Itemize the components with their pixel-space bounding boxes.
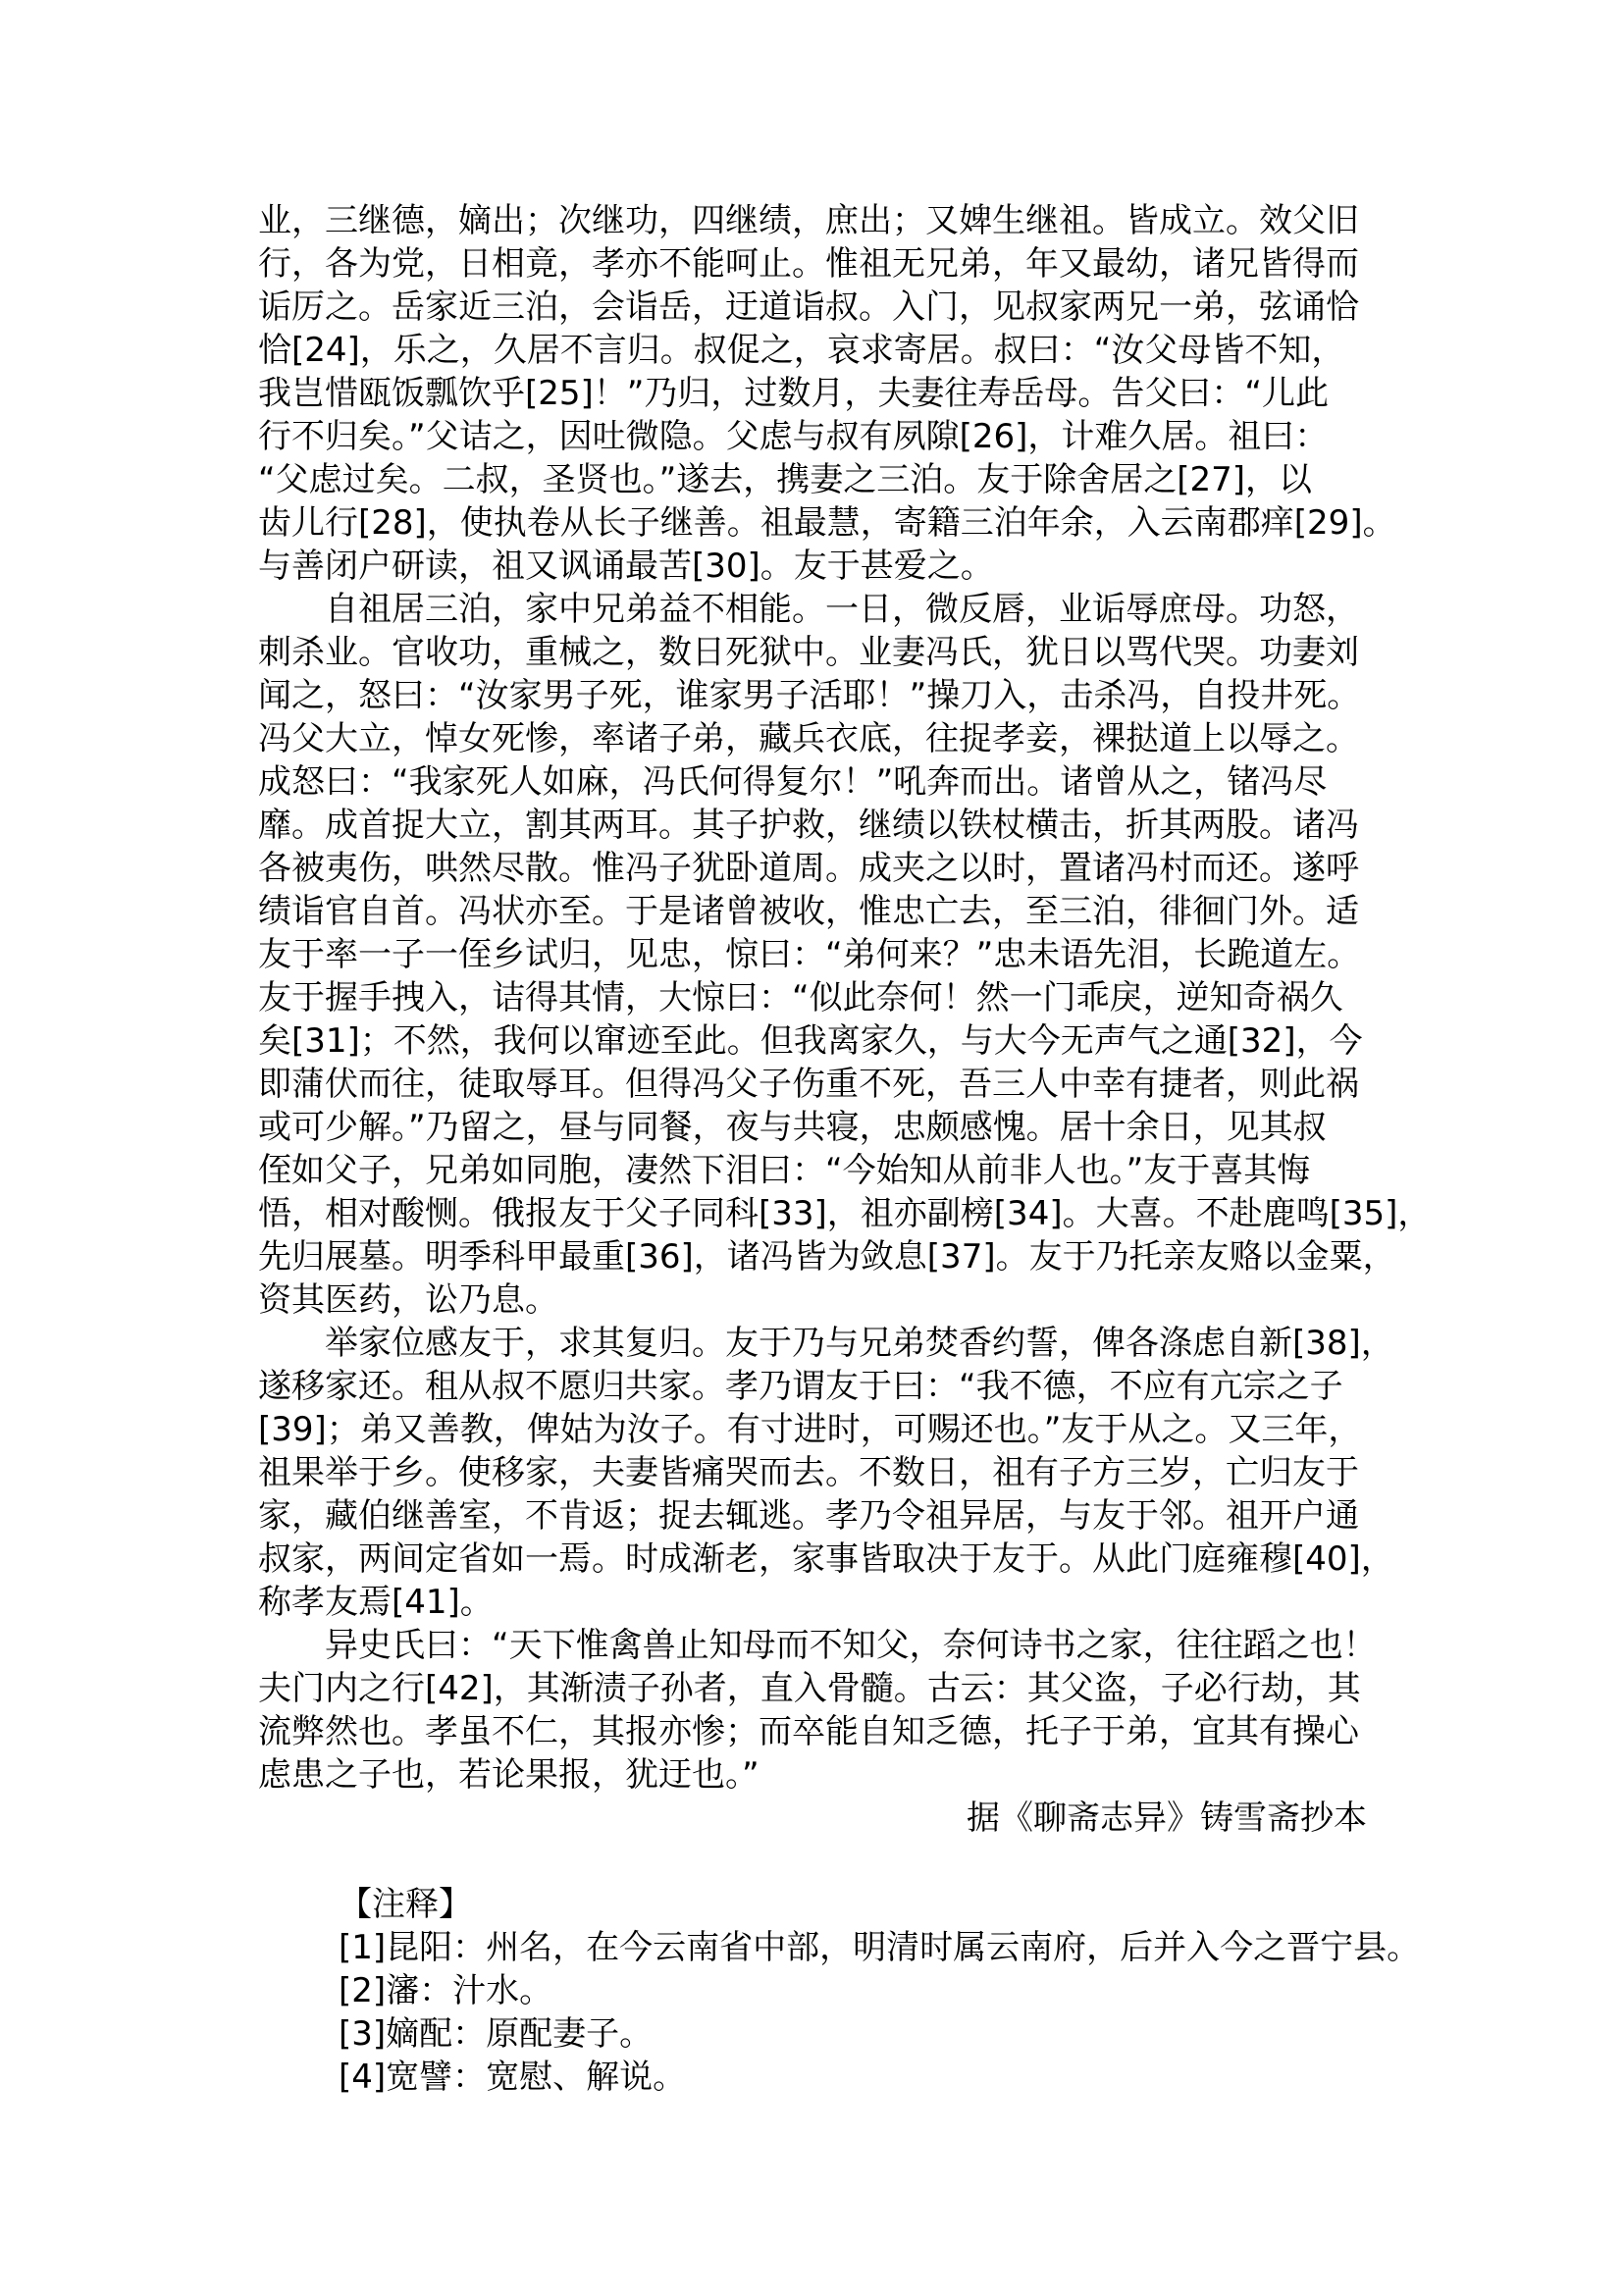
text-line: 悟，相对酸恻。俄报友于父子同科[33]，祖亦副榜[34]。大喜。不赴鹿鸣[35]， xyxy=(258,1194,1432,1233)
text-line: 侄如父子，兄弟如同胞，凄然下泪曰：“今始知从前非人也。”友于喜其悔 xyxy=(258,1151,1311,1190)
note-line: [4]宽譬：宽慰、解说。 xyxy=(339,2058,687,2097)
text-line: 恰[24]，乐之，久居不言归。叔促之，哀求寄居。叔曰：“汝父母皆不知， xyxy=(258,331,1345,370)
text-line: 友于率一子一侄乡试归，见忠，惊曰：“弟何来？”忠未语先泪，长跪道左。 xyxy=(258,935,1361,974)
text-line: 诟厉之。岳家近三泊，会诣岳，迂道诣叔。入门，见叔家两兄一弟，弦诵恰 xyxy=(258,287,1359,327)
text-line: 自祖居三泊，家中兄弟益不相能。一日，微反唇，业诟辱庶母。功怒， xyxy=(258,590,1359,629)
text-line: 与善闭户研读，祖又讽诵最苦[30]。友于甚爱之。 xyxy=(258,547,994,586)
text-line: 矣[31]；不然，我何以窜迹至此。但我离家久，与大今无声气之通[32]，今 xyxy=(258,1021,1363,1061)
text-line: 成怒曰：“我家死人如麻，冯氏何得复尔！”吼奔而出。诸曾从之，锗冯尽 xyxy=(258,762,1328,802)
text-line: 家，藏伯继善室，不肯返；捉去辄逃。孝乃令祖异居，与友于邻。祖开户通 xyxy=(258,1496,1359,1536)
notes-header: 【注释】 xyxy=(339,1885,472,1924)
text-line: 叔家，两间定省如一焉。时成渐老，家事皆取决于友于。从此门庭雍穆[40]， xyxy=(258,1539,1394,1579)
text-line: [39]；弟又善教，俾姑为汝子。有寸进时，可赐还也。”友于从之。又三年， xyxy=(258,1410,1362,1449)
story-paragraphs xyxy=(258,199,1432,1797)
text-line: 靡。成首捉大立，割其两耳。其子护救，继绩以铁杖横击，折其两股。诸冯 xyxy=(258,806,1359,845)
note-line: [3]嫡配：原配妻子。 xyxy=(339,2014,654,2054)
text-line: 冯父大立，悼女死惨，率诸子弟，藏兵衣底，往捉孝妾，裸挞道上以辱之。 xyxy=(258,719,1359,758)
text-line: 或可少解。”乃留之，昼与同餐，夜与共寝，忠颇感愧。居十余日，见其叔 xyxy=(258,1108,1327,1147)
text-line: 行不归矣。”父诘之，因吐微隐。父虑与叔有夙隙[26]，计难久居。祖曰： xyxy=(258,417,1329,456)
text-line: 遂移家还。租从叔不愿归共家。孝乃谓友于曰：“我不德，不应有亢宗之子 xyxy=(258,1367,1343,1406)
text-line: 行，各为党，日相竟，孝亦不能呵止。惟祖无兄弟，年又最幼，诸兄皆得而 xyxy=(258,244,1359,284)
text-line: 闻之，怒曰：“汝家男子死，谁家男子活耶！”操刀入，击杀冯，自投井死。 xyxy=(258,676,1361,715)
text-line: 刺杀业。官收功，重械之，数日死狱中。业妻冯氏，犹日以骂代哭。功妻刘 xyxy=(258,633,1359,672)
text-line: 业，三继德，嫡出；次继功，四继绩，庶出；又婢生继祖。皆成立。效父旧 xyxy=(258,201,1359,240)
paragraph xyxy=(258,1624,1377,1797)
text-line: 祖果举于乡。使移家，夫妻皆痛哭而去。不数日，祖有子方三岁，亡归友于 xyxy=(258,1453,1359,1492)
text-line: “父虑过矣。二叔，圣贤也。”遂去，携妻之三泊。友于除舍居之[27]，以 xyxy=(258,460,1313,499)
story-text-block xyxy=(258,199,1432,2099)
paragraph xyxy=(258,199,1396,588)
text-line: 各被夷伤，哄然尽散。惟冯子犹卧道周。成夹之以时，置诸冯村而还。遂呼 xyxy=(258,849,1359,888)
source-attribution: 据《聊斋志异》铸雪斋抄本 xyxy=(967,1799,1367,1838)
text-line: 友于握手拽入，诘得其情，大惊曰：“似此奈何！然一门乖戾，逆知奇祸久 xyxy=(258,978,1343,1017)
text-line: 先归展墓。明季科甲最重[36]，诸冯皆为敛息[37]。友于乃托亲友赂以金粟， xyxy=(258,1237,1396,1277)
note-line: [2]瀋：汁水。 xyxy=(339,1971,553,2010)
text-line: 举家位感友于，求其复归。友于乃与兄弟焚香约誓，俾各涤虑自新[38]， xyxy=(258,1324,1394,1363)
text-line: 即蒲伏而往，徒取辱耳。但得冯父子伤重不死，吾三人中幸有捷者，则此祸 xyxy=(258,1065,1359,1104)
text-line: 绩诣官自首。冯状亦至。于是诸曾被收，惟忠亡去，至三泊，徘徊门外。适 xyxy=(258,892,1359,931)
paragraph xyxy=(258,1322,1394,1624)
text-line: 流弊然也。孝虽不仁，其报亦惨；而卒能自知乏德，托子于弟，宜其有操心 xyxy=(258,1712,1359,1751)
paragraph xyxy=(258,588,1432,1322)
text-line: 我岂惜瓯饭瓢饮乎[25]！”乃归，过数月，夫妻往寿岳母。告父曰：“儿此 xyxy=(258,374,1330,413)
notes-items xyxy=(258,1926,1421,2099)
notes-section xyxy=(258,1883,1421,2099)
text-line: 资其医药，讼乃息。 xyxy=(258,1280,558,1320)
note-line: [1]昆阳：州名，在今云南省中部，明清时属云南府，后并入今之晋宁县。 xyxy=(339,1928,1421,1967)
text-line: 齿儿行[28]，使执卷从长子继善。祖最慧，寄籍三泊年余，入云南郡痒[29]。 xyxy=(258,503,1396,543)
text-line: 称孝友焉[41]。 xyxy=(258,1583,494,1622)
text-line: 虑患之子也，若论果报，犹迂也。” xyxy=(258,1755,760,1795)
text-line: 异史氏曰：“天下惟禽兽止知母而不知父，奈何诗书之家，往往蹈之也！ xyxy=(258,1626,1377,1665)
text-line: 夫门内之行[42]，其渐渍子孙者，直入骨髓。古云：其父盗，子必行劫，其 xyxy=(258,1669,1361,1708)
